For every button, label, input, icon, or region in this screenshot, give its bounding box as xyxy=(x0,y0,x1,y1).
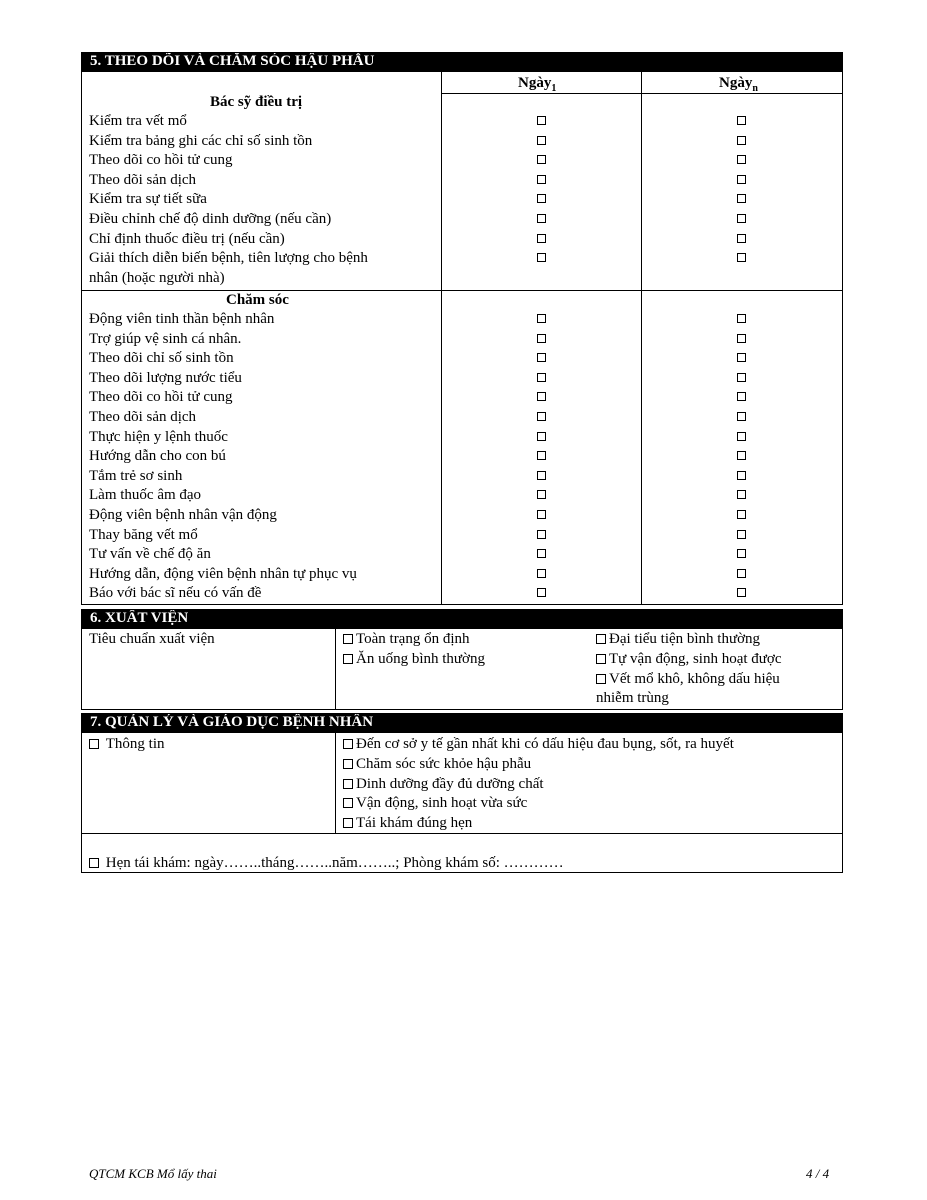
doctor-task: Kiểm tra bảng ghi các chỉ số sinh tồn xyxy=(89,132,313,149)
footer-document-name: QTCM KCB Mổ lấy thai xyxy=(89,1166,217,1181)
doctor-task-dayn-checkbox[interactable] xyxy=(737,175,746,184)
care-task-day1-checkbox[interactable] xyxy=(537,510,546,519)
care-task-day1-checkbox[interactable] xyxy=(537,392,546,401)
care-task: Theo dõi co hồi tử cung xyxy=(89,389,233,406)
care-task-day1-checkbox[interactable] xyxy=(537,530,546,539)
appointment-row[interactable] xyxy=(89,854,564,874)
section5-group-rule xyxy=(81,290,843,291)
care-task-dayn-checkbox[interactable] xyxy=(737,569,746,578)
care-task-dayn-checkbox[interactable] xyxy=(737,373,746,382)
care-task: Theo dõi chỉ số sinh tồn xyxy=(89,350,234,367)
checkbox[interactable] xyxy=(596,654,606,664)
care-task: Hướng dẫn, động viên bệnh nhân tự phục vụ xyxy=(89,565,357,582)
care-task-day1-checkbox[interactable] xyxy=(537,334,546,343)
care-task-day1-checkbox[interactable] xyxy=(537,490,546,499)
doctor-task-continued: nhân (hoặc người nhà) xyxy=(89,269,225,286)
doctor-task-dayn-checkbox[interactable] xyxy=(737,136,746,145)
discharge-criteria-label: Tiêu chuẩn xuất viện xyxy=(89,631,215,647)
care-task-dayn-checkbox[interactable] xyxy=(737,392,746,401)
section6-divider xyxy=(335,629,336,710)
checkbox[interactable] xyxy=(343,798,353,808)
doctor-task-day1-checkbox[interactable] xyxy=(537,116,546,125)
checkbox[interactable] xyxy=(89,858,99,868)
day1-column-header: Ngày$_1$ xyxy=(518,75,557,94)
discharge-criterion[interactable]: Vết mổ khô, không dấu hiệu xyxy=(596,670,780,690)
checkbox[interactable] xyxy=(596,674,606,684)
doctor-task: Theo dõi co hồi tử cung xyxy=(89,152,233,169)
care-task-day1-checkbox[interactable] xyxy=(537,412,546,421)
doctor-task-dayn-checkbox[interactable] xyxy=(737,253,746,262)
doctor-task: Điều chỉnh chế độ dinh dưỡng (nếu cần) xyxy=(89,210,332,227)
dayn-column-header: Ngày$_n$ xyxy=(719,75,758,94)
doctor-task-day1-checkbox[interactable] xyxy=(537,155,546,164)
doctor-task: Giải thích diễn biến bệnh, tiên lượng cho bệnh xyxy=(89,250,368,267)
discharge-criterion[interactable]: Tự vận động, sinh hoạt được xyxy=(596,650,782,670)
education-item[interactable]: Tái khám đúng hẹn xyxy=(343,814,472,834)
care-task-dayn-checkbox[interactable] xyxy=(737,490,746,499)
doctor-task-dayn-checkbox[interactable] xyxy=(737,116,746,125)
care-task-day1-checkbox[interactable] xyxy=(537,373,546,382)
care-task-day1-checkbox[interactable] xyxy=(537,432,546,441)
appointment-text: Hẹn tái khám: ngày……..tháng……..năm……..; Phòng khám số: ………… xyxy=(105,855,564,871)
education-item[interactable]: Đến cơ sở y tế gần nhất khi có dấu hiệu đau bụng, sốt, ra huyết xyxy=(343,735,734,755)
care-task: Hướng dẫn cho con bú xyxy=(89,448,226,465)
care-task: Tư vấn về chế độ ăn xyxy=(89,546,211,563)
doctor-task-day1-checkbox[interactable] xyxy=(537,253,546,262)
care-task-dayn-checkbox[interactable] xyxy=(737,412,746,421)
checkbox[interactable] xyxy=(343,759,353,769)
care-task: Theo dõi sản dịch xyxy=(89,408,197,425)
discharge-criterion[interactable]: Ăn uống bình thường xyxy=(343,650,485,670)
care-task: Động viên bệnh nhân vận động xyxy=(89,506,277,523)
doctor-task: Kiểm tra vết mổ xyxy=(89,113,187,129)
care-task: Làm thuốc âm đạo xyxy=(89,487,202,504)
care-task-dayn-checkbox[interactable] xyxy=(737,432,746,441)
care-task-list xyxy=(89,310,357,604)
section5-divider-1 xyxy=(441,72,442,605)
doctor-task-dayn-checkbox[interactable] xyxy=(737,155,746,164)
doctor-task-day1-checkbox[interactable] xyxy=(537,175,546,184)
discharge-criterion[interactable]: Toàn trạng ổn định xyxy=(343,630,470,650)
care-task-dayn-checkbox[interactable] xyxy=(737,334,746,343)
care-task-day1-checkbox[interactable] xyxy=(537,549,546,558)
education-item[interactable]: Vận động, sinh hoạt vừa sức xyxy=(343,794,527,814)
care-task-day1-checkbox[interactable] xyxy=(537,314,546,323)
doctor-task-day1-checkbox[interactable] xyxy=(537,234,546,243)
section6-title: 6. XUẤT VIỆN xyxy=(90,610,189,626)
care-task: Tắm trẻ sơ sinh xyxy=(89,467,183,484)
footer-page-number: 4 / 4 xyxy=(806,1166,830,1181)
info-option[interactable]: Thông tin xyxy=(89,735,165,755)
section5-title: 5. THEO DÕI VÀ CHĂM SÓC HẬU PHẪU xyxy=(90,53,375,69)
checkbox[interactable] xyxy=(343,779,353,789)
section7-title: 7. QUẢN LÝ VÀ GIÁO DỤC BỆNH NHÂN xyxy=(90,714,374,730)
discharge-criterion-continued: nhiễm trùng xyxy=(596,690,669,706)
doctor-task-dayn-checkbox[interactable] xyxy=(737,214,746,223)
care-task-dayn-checkbox[interactable] xyxy=(737,353,746,362)
section5-divider-2 xyxy=(641,72,642,605)
care-task: Theo dõi lượng nước tiểu xyxy=(89,369,242,386)
care-task-day1-checkbox[interactable] xyxy=(537,451,546,460)
doctor-task: Theo dõi sản dịch xyxy=(89,171,197,188)
care-task-dayn-checkbox[interactable] xyxy=(737,314,746,323)
education-item[interactable]: Dinh dưỡng đầy đủ dưỡng chất xyxy=(343,775,544,795)
care-task: Động viên tinh thần bệnh nhân xyxy=(89,311,275,327)
care-task-dayn-checkbox[interactable] xyxy=(737,549,746,558)
checkbox[interactable] xyxy=(89,739,99,749)
care-task: Báo với bác sĩ nếu có vấn đề xyxy=(89,585,262,602)
doctor-task-day1-checkbox[interactable] xyxy=(537,214,546,223)
care-task: Thay băng vết mổ xyxy=(89,526,198,543)
doctor-task-list xyxy=(89,112,368,288)
care-group-heading: Chăm sóc xyxy=(226,292,289,308)
doctor-task: Kiểm tra sự tiết sữa xyxy=(89,191,207,208)
care-task-dayn-checkbox[interactable] xyxy=(737,451,746,460)
care-task-dayn-checkbox[interactable] xyxy=(737,588,746,597)
checkbox[interactable] xyxy=(343,634,353,644)
doctor-task-day1-checkbox[interactable] xyxy=(537,136,546,145)
checkbox[interactable] xyxy=(596,634,606,644)
care-task-day1-checkbox[interactable] xyxy=(537,588,546,597)
checkbox[interactable] xyxy=(343,818,353,828)
checkbox[interactable] xyxy=(343,654,353,664)
care-task-day1-checkbox[interactable] xyxy=(537,471,546,480)
care-task: Trợ giúp vệ sinh cá nhân. xyxy=(89,330,242,347)
discharge-criterion[interactable]: Đại tiểu tiện bình thường xyxy=(596,630,760,650)
doctor-task: Chỉ định thuốc điều trị (nếu cần) xyxy=(89,230,285,247)
care-task-dayn-checkbox[interactable] xyxy=(737,471,746,480)
doctor-task-dayn-checkbox[interactable] xyxy=(737,234,746,243)
doctor-task-dayn-checkbox[interactable] xyxy=(737,194,746,203)
care-task: Thực hiện y lệnh thuốc xyxy=(89,428,228,445)
checkbox[interactable] xyxy=(343,739,353,749)
care-task-dayn-checkbox[interactable] xyxy=(737,530,746,539)
care-task-day1-checkbox[interactable] xyxy=(537,353,546,362)
section5-header-rule xyxy=(441,93,842,94)
education-item[interactable]: Chăm sóc sức khỏe hậu phẫu xyxy=(343,755,531,775)
section7-divider xyxy=(335,733,336,833)
care-task-dayn-checkbox[interactable] xyxy=(737,510,746,519)
doctor-group-heading: Bác sỹ điều trị xyxy=(210,94,303,110)
care-task-day1-checkbox[interactable] xyxy=(537,569,546,578)
doctor-task-day1-checkbox[interactable] xyxy=(537,194,546,203)
